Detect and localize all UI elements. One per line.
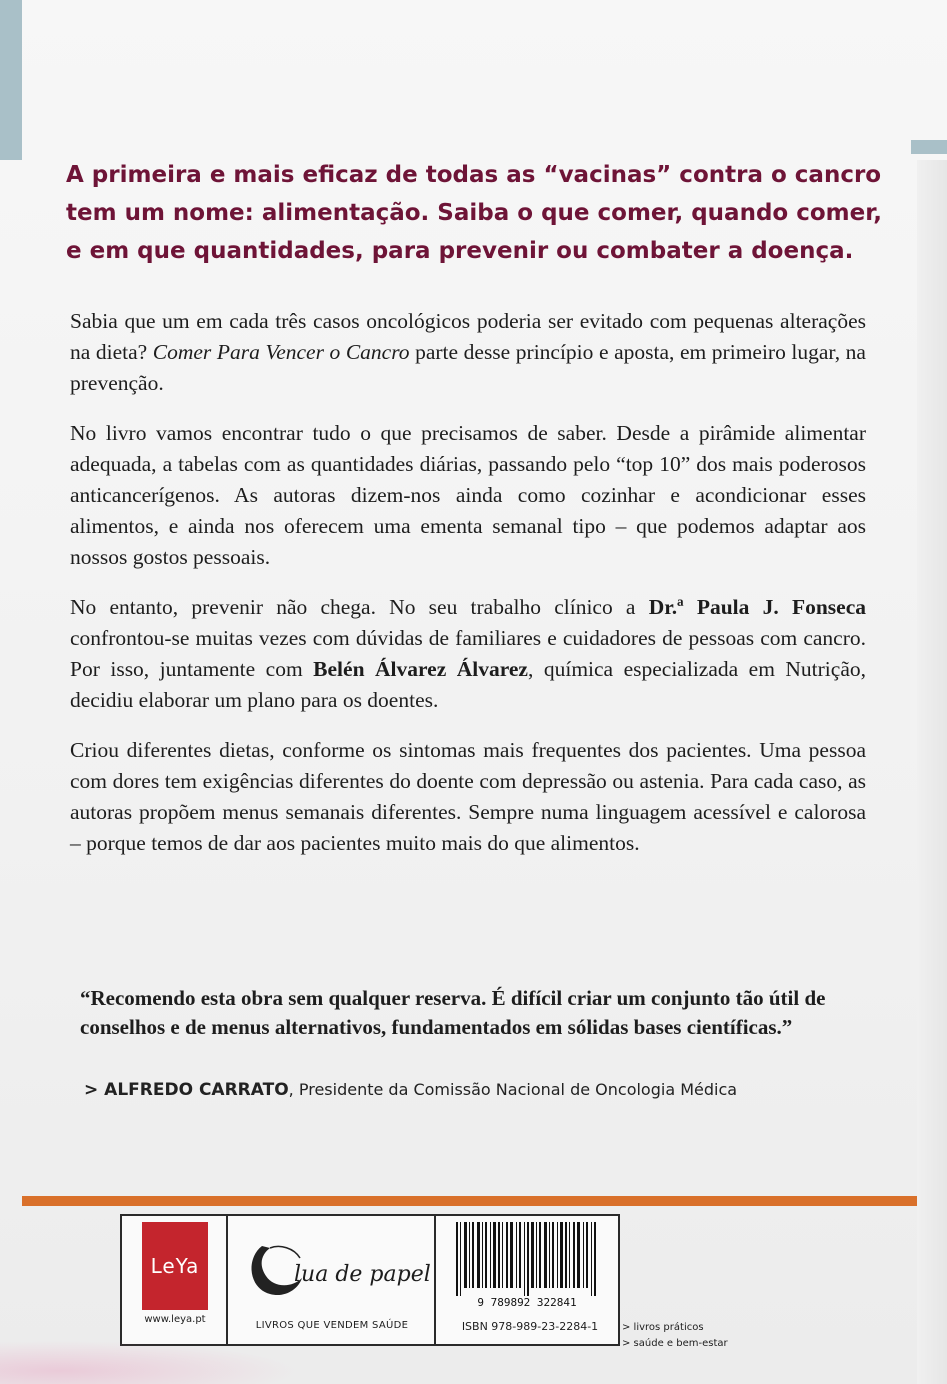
isbn: ISBN 978-989-23-2284-1 — [461, 1320, 599, 1333]
paragraph-3-text-a: No entanto, prevenir não chega. No seu trabalho clínico a — [70, 595, 649, 619]
accent-bar — [22, 1196, 917, 1206]
publisher-footer — [120, 1214, 620, 1346]
blurb — [70, 306, 866, 878]
attribution-prefix: > — [84, 1080, 105, 1100]
paragraph-3-text-c: , química especializada em Nutrição, decidiu elaborar um plano para os doentes. — [70, 657, 866, 712]
imprint-logo-text: lua de papel — [294, 1262, 431, 1287]
paragraph-3-text-b: confrontou-se muitas vezes com dúvidas de familiares e cuidadores de pessoas com cancro. Por isso, juntamente com — [70, 626, 866, 681]
footer-divider — [434, 1216, 436, 1344]
paragraph-3 — [70, 592, 866, 716]
book-categories — [622, 1320, 728, 1352]
barcode-digits: 9 789892 322841 — [477, 1296, 577, 1308]
headline: A primeira e mais eficaz de todas as “vacinas” contra o cancro tem um nome: alimentação. Saiba o que comer, quando comer, e em que quantidades, para prevenir ou combater a doença. — [66, 162, 882, 264]
paragraph-1-text-a: Sabia que um em cada três casos oncológicos poderia ser evitado com pequenas alterações na dieta? — [70, 309, 866, 364]
imprint-tagline: LIVROS QUE VENDEM SAÚDE — [255, 1320, 409, 1331]
author-name-1: Dr.ª Paula J. Fonseca — [648, 595, 866, 619]
edge-color-mark — [911, 140, 947, 154]
publisher-url: www.leya.pt — [144, 1314, 206, 1325]
endorser-name: ALFREDO CARRATO — [104, 1080, 289, 1100]
author-name-2: Belén Álvarez Álvarez — [313, 657, 528, 681]
endorser-role: , Presidente da Comissão Nacional de Oncologia Médica — [288, 1080, 738, 1099]
category-1: > livros práticos — [622, 1322, 704, 1333]
endorsement-quote — [80, 984, 860, 1042]
leya-logo: LeYa — [142, 1222, 208, 1310]
footer-divider — [226, 1216, 228, 1344]
quote-text: “Recomendo esta obra sem qualquer reserva. É difícil criar um conjunto tão útil de conselhos e de menus alternativos, fundamentados em sólidas bases científicas.” — [80, 986, 826, 1039]
paragraph-4: Criou diferentes dietas, conforme os sintomas mais frequentes dos pacientes. Uma pessoa com dores tem exigências diferentes do doente com depressão ou astenia. Para cada caso, as autoras propõem menus semanais diferentes. Sempre numa linguagem acessível e calorosa – porque temos de dar aos pacientes muito mais do que alimentos. — [70, 738, 866, 855]
paragraph-2: No livro vamos encontrar tudo o que precisamos de saber. Desde a pirâmide alimentar adequada, a tabelas com as quantidades diárias, passando pelo “top 10” dos mais poderosos anticancerígenos. As autoras dizem-nos ainda como cozinhar e acondicionar esses alimentos, e ainda nos oferecem uma ementa semanal tipo – que podemos adaptar aos nossos gostos pessoais. — [70, 421, 866, 569]
paragraph-1-text-b: parte desse princípio e aposta, em primeiro lugar, na prevenção. — [70, 340, 866, 395]
cover-stain — [0, 1340, 300, 1384]
barcode-icon — [452, 1222, 602, 1308]
category-2: > saúde e bem-estar — [622, 1338, 728, 1349]
book-title: Comer Para Vencer o Cancro — [152, 340, 410, 364]
spine-color-band — [0, 0, 22, 160]
paragraph-1 — [70, 306, 866, 399]
quote-attribution — [84, 1080, 884, 1100]
cover-edge — [917, 160, 947, 1384]
